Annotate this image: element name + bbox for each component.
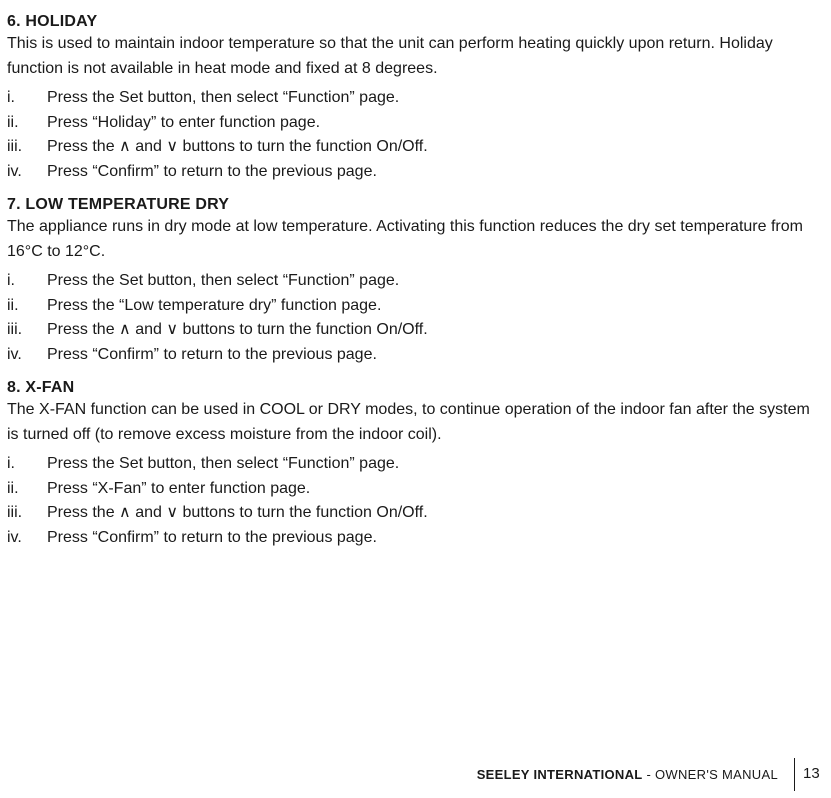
step-item (7, 452, 825, 477)
footer-company: SEELEY INTERNATIONAL (476, 767, 643, 782)
steps-list (7, 452, 825, 550)
step-item (7, 526, 825, 551)
section-title: 7. LOW TEMPERATURE DRY (7, 196, 230, 213)
step-text: Press the Set button, then select “Function” page. (47, 89, 400, 106)
section-x-fan (7, 377, 825, 550)
manual-page (7, 11, 825, 560)
step-text: Press the “Low temperature dry” function page. (47, 296, 382, 314)
step-number: i. (7, 272, 15, 289)
step-item (7, 86, 825, 111)
footer-separator: - (642, 767, 656, 782)
section-title: 6. HOLIDAY (7, 13, 98, 30)
steps-list (7, 269, 825, 367)
step-text: Press the Set button, then select “Function” page. (47, 455, 400, 472)
step-number: iv. (7, 528, 22, 546)
step-text: Press the ∧ and ∨ buttons to turn the function On/Off. (47, 138, 428, 155)
section-low-temperature-dry (7, 194, 825, 367)
section-intro: The X-FAN function can be used in COOL or DRY modes, to continue operation of the indoor fan after the system is turned off (to remove excess moisture from the indoor coil). (7, 401, 810, 443)
page-footer (0, 758, 831, 792)
step-item (7, 318, 825, 343)
step-item (7, 343, 825, 368)
step-item (7, 477, 825, 502)
step-item (7, 111, 825, 136)
step-number: iv. (7, 162, 22, 180)
step-item (7, 160, 825, 185)
step-text: Press “X-Fan” to enter function page. (47, 479, 311, 497)
step-item (7, 294, 825, 319)
step-number: iv. (7, 345, 22, 363)
step-text: Press “Confirm” to return to the previous page. (47, 528, 377, 546)
step-item (7, 135, 825, 160)
step-number: iii. (7, 138, 23, 155)
steps-list (7, 86, 825, 184)
step-item (7, 501, 825, 526)
step-number: i. (7, 89, 15, 106)
step-text: Press the Set button, then select “Function” page. (47, 272, 400, 289)
step-number: i. (7, 455, 15, 472)
step-text: Press “Confirm” to return to the previous page. (47, 345, 377, 363)
footer-divider (794, 758, 795, 791)
step-text: Press “Confirm” to return to the previous page. (47, 162, 377, 180)
section-intro: The appliance runs in dry mode at low temperature. Activating this function reduces the dry set temperature from 16°C to 12°C. (7, 218, 803, 260)
footer-manual-title: OWNER'S MANUAL (655, 767, 778, 782)
step-number: ii. (7, 296, 19, 314)
step-number: iii. (7, 321, 23, 338)
step-item (7, 269, 825, 294)
section-intro: This is used to maintain indoor temperature so that the unit can perform heating quickly upon return. Holiday function is not available in heat mode and fixed at 8 degrees. (7, 35, 773, 77)
step-text: Press “Holiday” to enter function page. (47, 113, 321, 131)
step-text: Press the ∧ and ∨ buttons to turn the function On/Off. (47, 504, 428, 521)
section-holiday (7, 11, 825, 184)
step-text: Press the ∧ and ∨ buttons to turn the function On/Off. (47, 321, 428, 338)
step-number: ii. (7, 479, 19, 497)
footer-label (477, 767, 778, 782)
section-title: 8. X-FAN (7, 379, 75, 396)
page-number: 13 (803, 765, 820, 782)
step-number: ii. (7, 113, 19, 131)
step-number: iii. (7, 504, 23, 521)
